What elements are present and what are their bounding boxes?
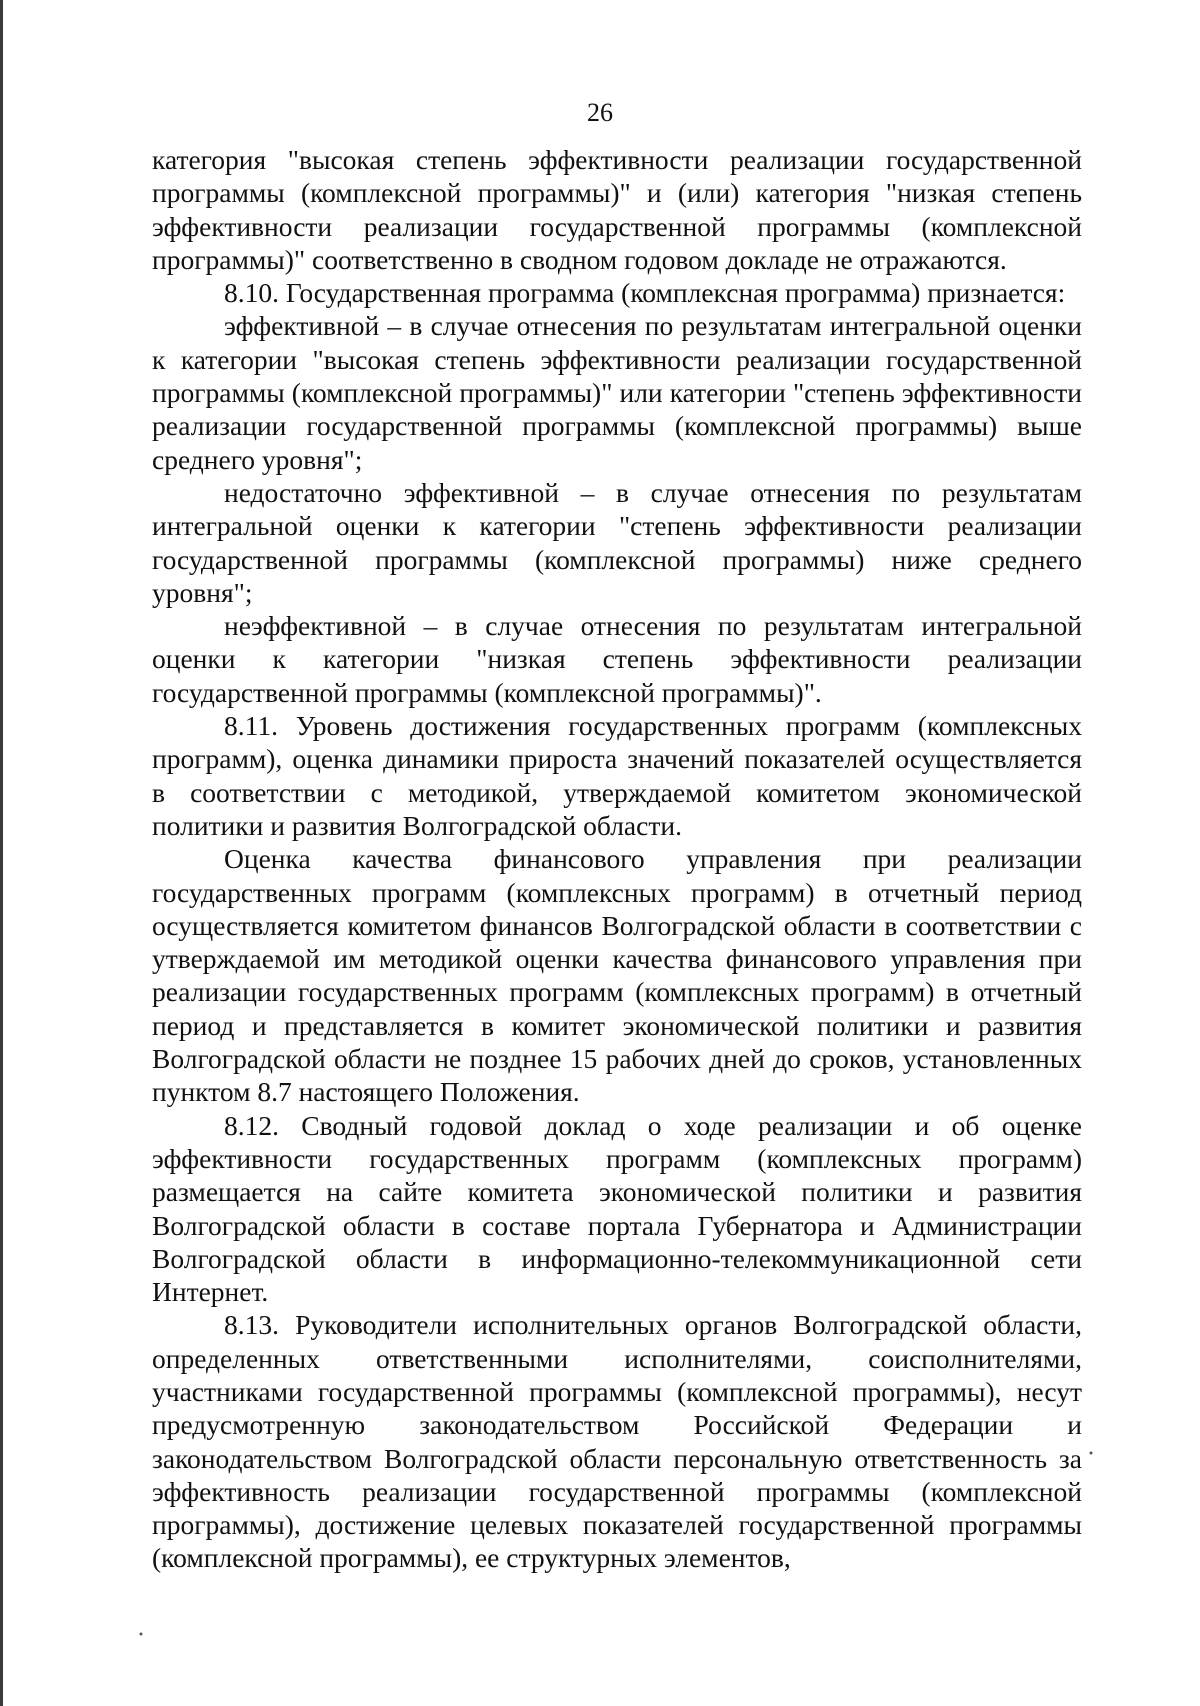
paragraph-financial-management: Оценка качества финансового управления при реализации государственных программ (комплексных программ) в отчетный период осуществляется комитетом финансов Волгоградской области в соответствии с утверждаемой им методикой оценки качества финансового управления при реализации государственных программ (комплексных программ) в отчетный период и представляется в комитет экономической политики и развития Волгоградской области не позднее 15 рабочих дней до сроков, установленных пунктом 8.7 настоящего Положения. [152,843,1082,1108]
paragraph-8-11: 8.11. Уровень достижения государственных программ (комплексных программ), оценка динамики прироста значений показателей осуществляется в соответствии с методикой, утверждаемой комитетом экономической политики и развития Волгоградской области. [152,710,1082,841]
page-number: 26 [587,98,613,127]
paragraph-insufficiently-effective: недостаточно эффективной – в случае отнесения по результатам интегральной оценки к категории "степень эффективности реализации государственной программы (комплексной программы) ниже среднего уровня"; [152,476,1082,608]
scan-speck [140,1633,143,1636]
paragraph-8-12: 8.12. Сводный годовой доклад о ходе реализации и об оценке эффективности государственных программ (комплексных программ) размещается на сайте комитета экономической политики и развития Волгоградской области в составе портала Губернатора и Администрации Волгоградской области в информационно-телекоммуникационной сети Интернет. [152,1109,1082,1308]
paragraph-8-13: 8.13. Руководители исполнительных органов Волгоградской области, определенных ответственными исполнителями, соисполнителями, участниками государственной программы (комплексной программы), несут предусмотренную законодательством Российской Федерации и законодательством Волгоградской области персональную ответственность за эффективность реализации государственной программы (комплексной программы), достижение целевых показателей государственной программы (комплексной программы), ее структурных элементов, [152,1309,1082,1574]
paragraph-continuation: категория "высокая степень эффективности реализации государственной программы (комплексной программы)" и (или) категория "низкая степень эффективности реализации государственной программы (комплексной программы)" соответственно в сводном годовом докладе не отражаются. [152,144,1082,275]
paragraph-ineffective: неэффективной – в случае отнесения по результатам интегральной оценки к категории "низкая степень эффективности реализации государственной программы (комплексной программы)". [152,610,1082,708]
paragraph-effective: эффективной – в случае отнесения по результатам интегральной оценки к категории "высокая степень эффективности реализации государственной программы (комплексной программы)" или категории "степень эффективности реализации государственной программы (комплексной программы) выше среднего уровня"; [152,310,1082,475]
paragraph-8-10: 8.10. Государственная программа (комплексная программа) признается: [224,277,1066,309]
scan-speck [1090,1452,1093,1455]
